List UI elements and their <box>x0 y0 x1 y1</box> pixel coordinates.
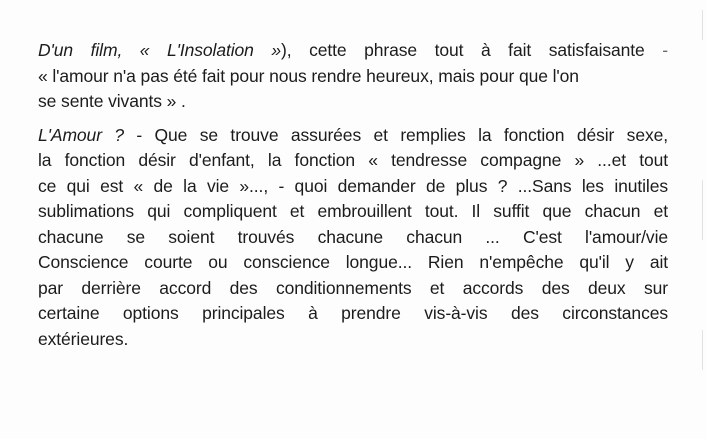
film-title-text: D'un film, « L'Insolation » <box>38 40 282 60</box>
text-segment: la fonction désir d'enfant, la fonction « tendresse compagne » ...et tout <box>38 150 668 170</box>
text-line <box>38 89 668 115</box>
text-segment: extérieures. <box>38 328 129 349</box>
text-line <box>38 199 668 225</box>
text-line <box>38 250 668 276</box>
text-segment: - Que se trouve assurées et remplies la fonction désir sexe, <box>123 124 668 145</box>
text-segment: sublimations qui compliquent et embrouillent tout. Il suffit que chacun et <box>38 201 668 221</box>
text-line <box>38 276 668 302</box>
text-line <box>38 225 668 251</box>
text-line <box>38 174 668 200</box>
text-segment: - <box>662 40 669 60</box>
scan-edge-mark <box>702 180 703 240</box>
text-segment: « l'amour n'a pas été fait pour nous rendre heureux, mais pour que l'on <box>38 65 579 86</box>
text-segment: chacune se soient trouvés chacune chacun ... C'est l'amour/vie <box>38 226 668 247</box>
text-line <box>38 301 668 327</box>
text-segment: par derrière accord des conditionnements et accords des deux sur <box>38 277 668 298</box>
text-segment: certaine options principales à prendre vis-à-vis des circonstances <box>38 303 668 323</box>
text-line <box>38 64 668 90</box>
text-segment: se sente vivants » . <box>38 91 186 111</box>
text-line <box>38 38 668 64</box>
paragraph-quote <box>38 38 668 115</box>
text-segment: Conscience courte ou conscience longue... Rien n'empêche qu'il y ait <box>38 252 668 272</box>
text-line <box>38 148 668 174</box>
text-segment: ), cette phrase tout à fait satisfaisante <box>281 40 663 60</box>
document-text <box>38 38 668 352</box>
scan-edge-mark <box>702 330 703 370</box>
heading-amour-text: L'Amour ? <box>38 124 124 145</box>
scan-edge-mark <box>702 10 703 40</box>
text-segment: ce qui est « de la vie »..., - quoi demander de plus ? ...Sans les inutiles <box>38 175 668 196</box>
text-line <box>38 327 668 353</box>
paragraph-amour <box>38 123 668 353</box>
text-line <box>38 123 668 149</box>
